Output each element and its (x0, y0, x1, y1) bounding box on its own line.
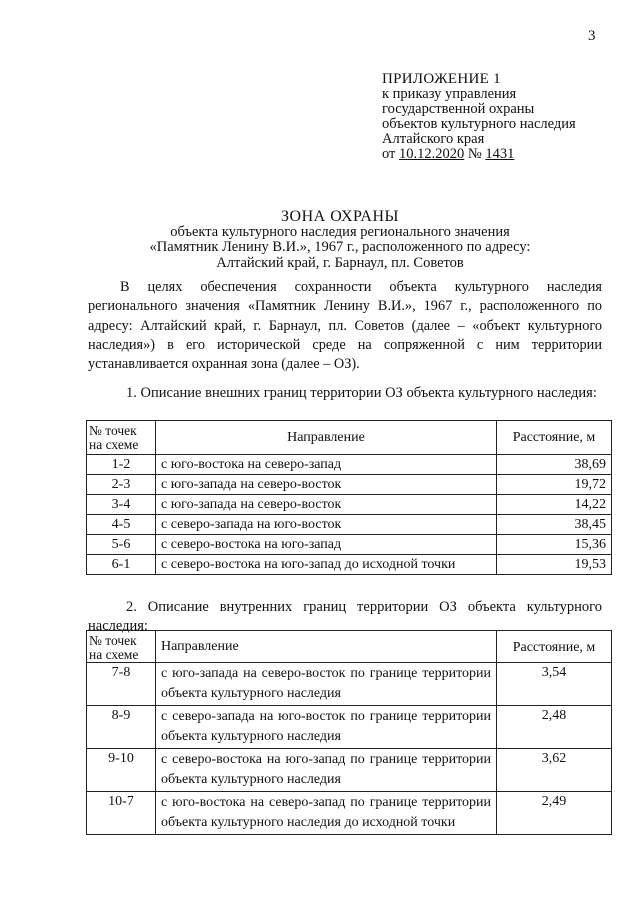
column-header-distance: Расстояние, м (497, 631, 612, 663)
title-line: Алтайский край, г. Барнаул, пл. Советов (216, 254, 464, 271)
table-row (87, 792, 612, 835)
appendix-line: Алтайского края (382, 131, 485, 147)
column-header-distance: Расстояние, м (497, 421, 612, 455)
section-heading-text: 1. Описание внешних границ территории ОЗ объекта культурного наследия: (126, 385, 597, 401)
cell-points: 6-1 (87, 555, 156, 575)
cell-distance: 2,48 (497, 706, 612, 749)
cell-points: 7-8 (87, 663, 156, 706)
appendix-line: объектов культурного наследия (382, 116, 576, 132)
cell-direction: с северо-востока на юго-запад до исходной точки (156, 555, 497, 575)
appendix-date-line (382, 147, 632, 162)
table-header-row (87, 421, 612, 455)
page-number: 3 (588, 28, 596, 44)
cell-distance: 19,72 (497, 475, 612, 495)
cell-distance: 2,49 (497, 792, 612, 835)
appendix-block (382, 72, 632, 162)
column-header-points: № точек на схеме (87, 631, 156, 663)
intro-paragraph (88, 278, 602, 374)
cell-points: 2-3 (87, 475, 156, 495)
cell-distance: 3,62 (497, 749, 612, 792)
cell-points: 5-6 (87, 535, 156, 555)
cell-direction: с северо-запада на юго-восток по границе территории объекта культурного наследия (156, 706, 497, 749)
column-header-direction: Направление (156, 631, 497, 663)
cell-direction: с юго-востока на северо-запад (156, 455, 497, 475)
title-line: объекта культурного наследия регионального значения (170, 223, 510, 240)
table-row (87, 535, 612, 555)
cell-distance: 15,36 (497, 535, 612, 555)
cell-points: 9-10 (87, 749, 156, 792)
table-row (87, 749, 612, 792)
cell-points: 3-4 (87, 495, 156, 515)
cell-points: 1-2 (87, 455, 156, 475)
cell-direction: с юго-востока на северо-запад по границе территории объекта культурного наследия до исходной точки (156, 792, 497, 835)
section-heading-text: 2. Описание внутренних границ территории ОЗ объекта культурного наследия: (88, 599, 602, 634)
table-row (87, 495, 612, 515)
cell-direction: с юго-запада на северо-восток по границе территории объекта культурного наследия (156, 663, 497, 706)
document-title (60, 209, 620, 271)
cell-direction: с юго-запада на северо-восток (156, 475, 497, 495)
cell-points: 4-5 (87, 515, 156, 535)
column-header-points: № точек на схеме (87, 421, 156, 455)
appendix-line: к приказу управления (382, 86, 517, 102)
cell-distance: 38,69 (497, 455, 612, 475)
date-prefix: от (382, 146, 396, 162)
intro-text: В целях обеспечения сохранности объекта культурного наследия регионального значения «Памятник Ленину В.И.», 1967 г., расположенного по адресу: Алтайский край, г. Барнаул, пл. Советов (далее – «объект культурного наследия») в его исторической среде на сопряженной с ним территории устанавливается охранная зона (далее – ОЗ). (88, 279, 602, 373)
title-main: ЗОНА ОХРАНЫ (281, 208, 399, 225)
cell-direction: с северо-востока на юго-запад (156, 535, 497, 555)
inner-boundaries-table (86, 630, 612, 835)
cell-direction: с юго-запада на северо-восток (156, 495, 497, 515)
cell-distance: 38,45 (497, 515, 612, 535)
appendix-line: государственной охраны (382, 101, 535, 117)
table-row (87, 475, 612, 495)
cell-distance: 14,22 (497, 495, 612, 515)
section-1-heading (88, 384, 602, 403)
table-row (87, 515, 612, 535)
table-row (87, 455, 612, 475)
order-number: 1431 (485, 146, 515, 162)
appendix-heading: ПРИЛОЖЕНИЕ 1 (382, 71, 501, 87)
table-row (87, 663, 612, 706)
cell-direction: с северо-запада на юго-восток (156, 515, 497, 535)
table-row (87, 706, 612, 749)
cell-points: 10-7 (87, 792, 156, 835)
cell-points: 8-9 (87, 706, 156, 749)
order-date: 10.12.2020 (399, 146, 465, 162)
number-prefix: № (467, 146, 482, 162)
table-row (87, 555, 612, 575)
cell-distance: 3,54 (497, 663, 612, 706)
table-header-row (87, 631, 612, 663)
outer-boundaries-table (86, 420, 612, 575)
title-line: «Памятник Ленину В.И.», 1967 г., расположенного по адресу: (149, 239, 531, 255)
cell-distance: 19,53 (497, 555, 612, 575)
cell-direction: с северо-востока на юго-запад по границе территории объекта культурного наследия (156, 749, 497, 792)
column-header-direction: Направление (156, 421, 497, 455)
